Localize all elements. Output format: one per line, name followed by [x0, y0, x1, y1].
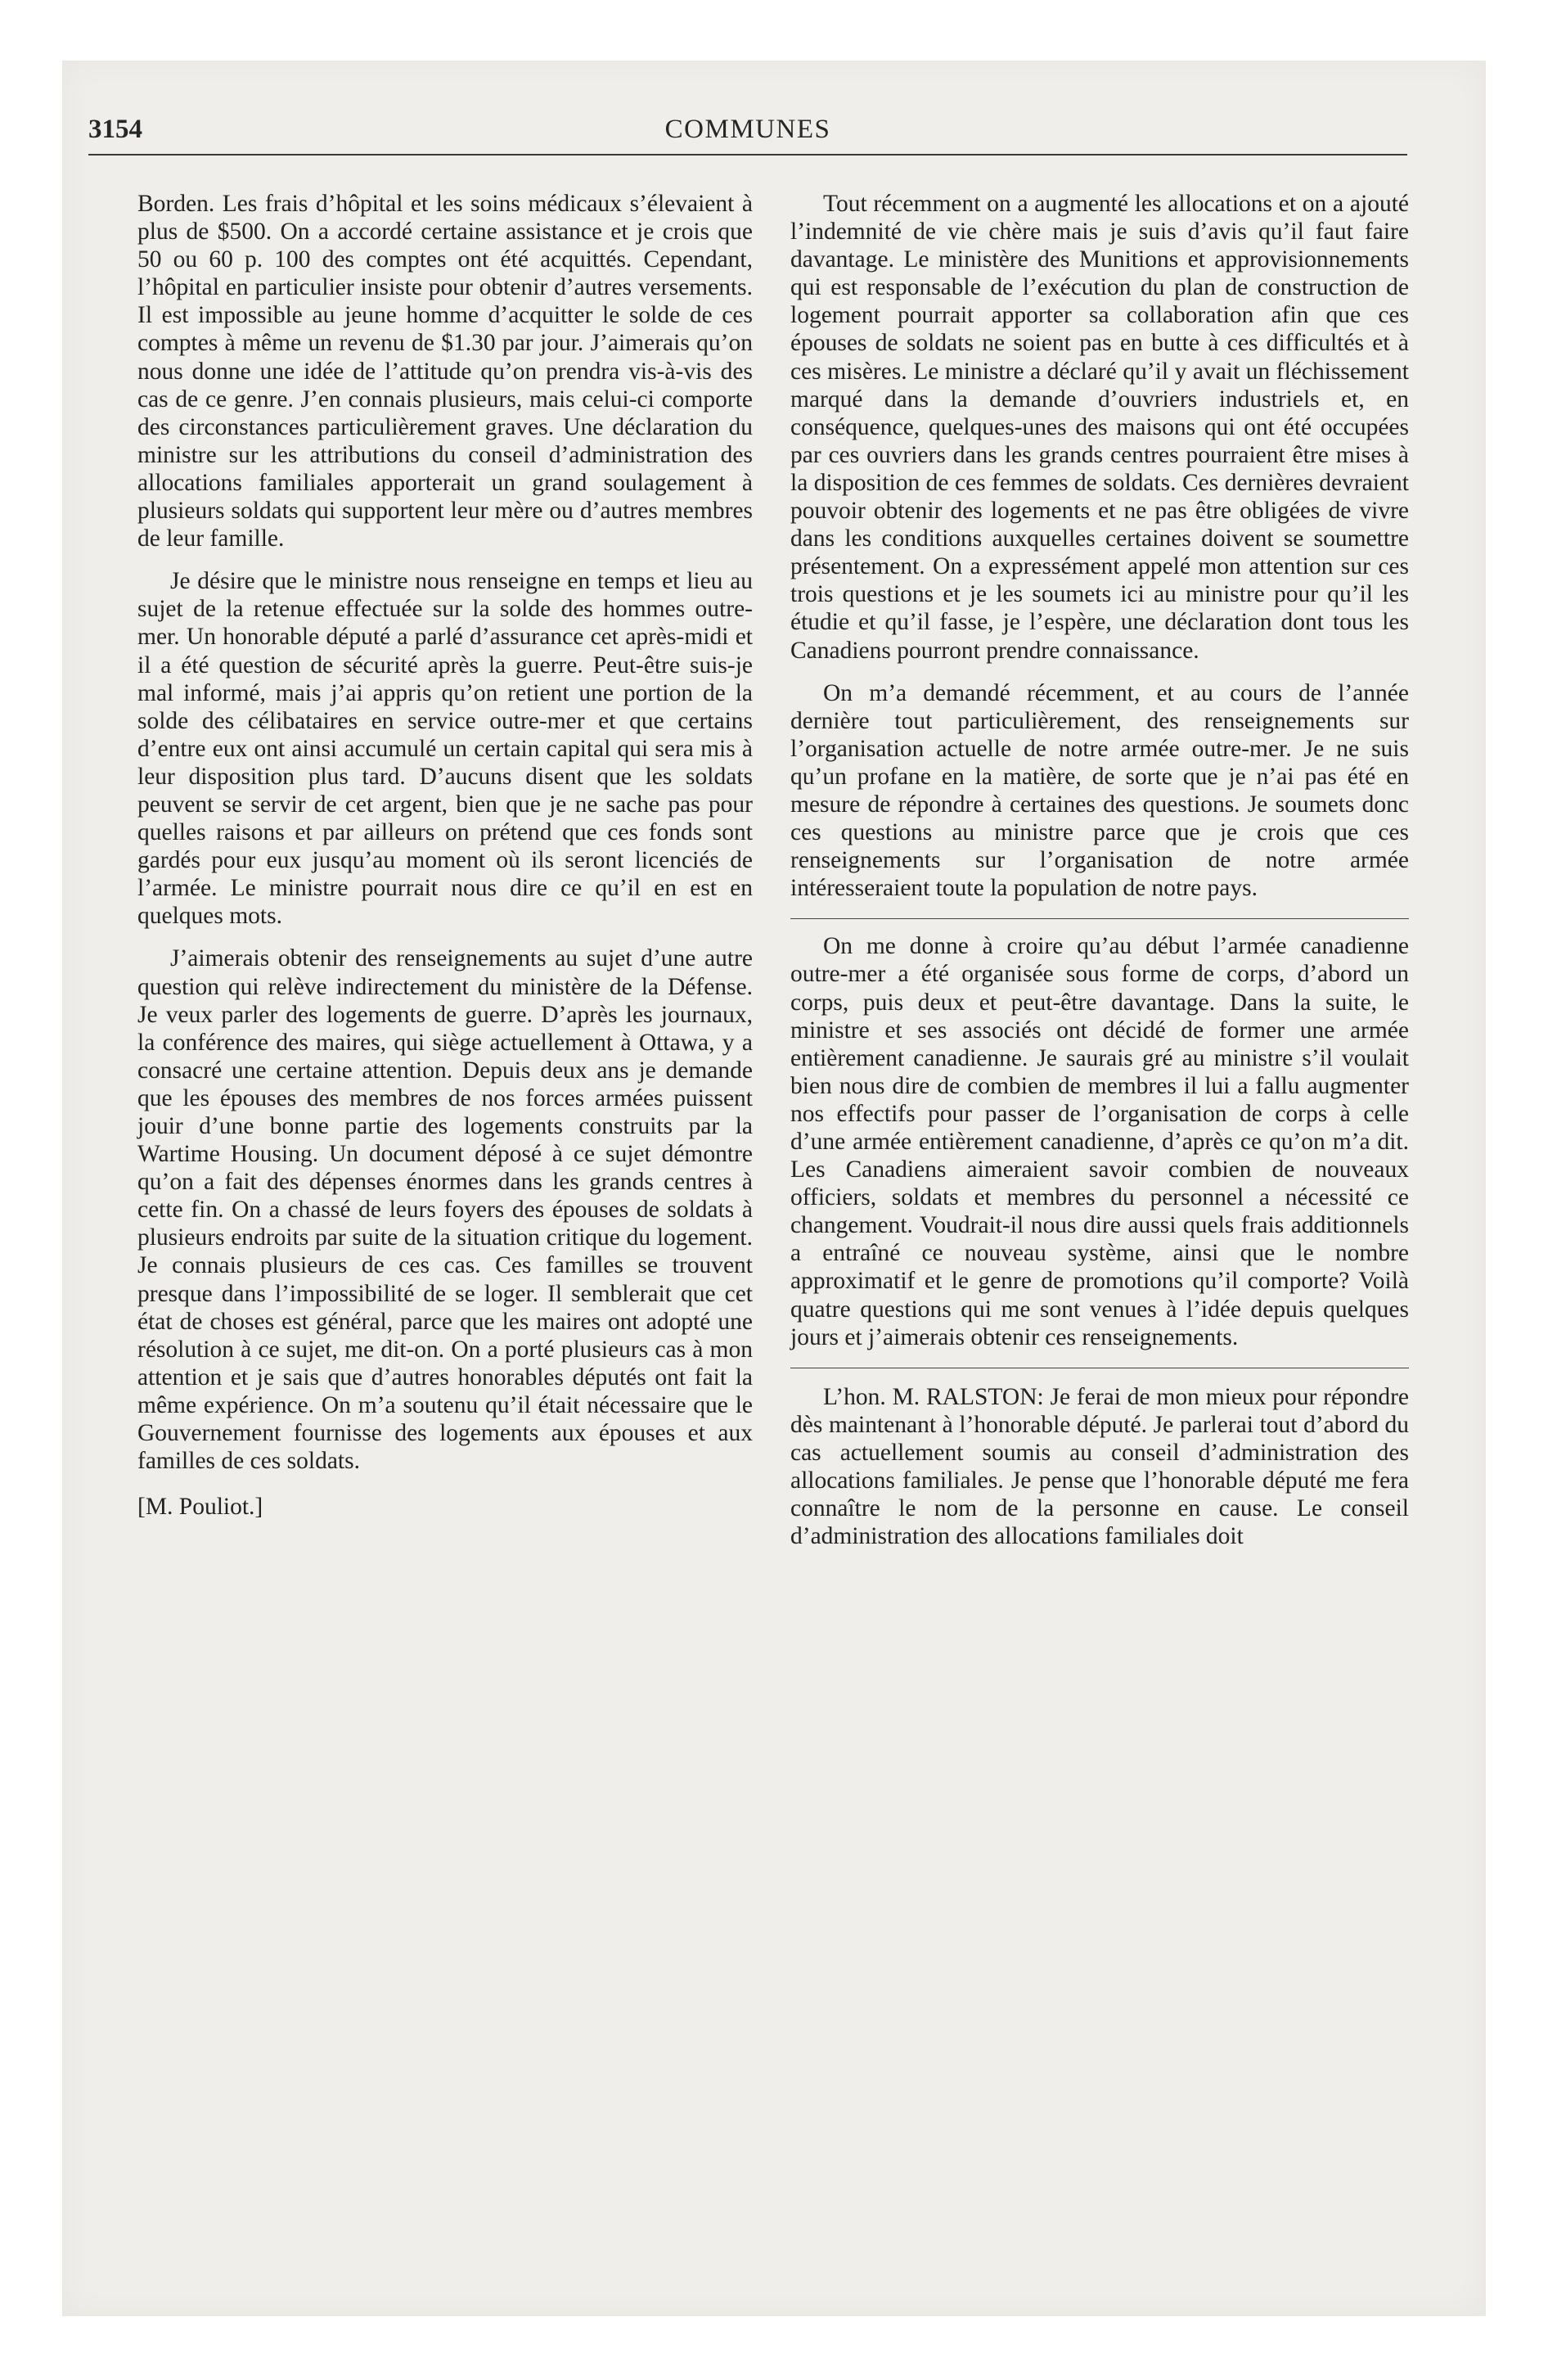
page-header — [88, 115, 1407, 156]
paragraph: Je désire que le ministre nous renseigne en temps et lieu au sujet de la retenue effectuée sur la solde des hommes outre-mer. Un honorable député a parlé d’assurance cet après-midi et il a été question de sécurité après la guerre. Peut-être suis-je mal informé, mais j’ai appris qu’on retient une portion de la solde des célibataires en service outre-mer et que certains d’entre eux ont ainsi accumulé un certain capital qui sera mis à leur disposition plus tard. D’aucuns disent que les soldats peuvent se servir de cet argent, bien que je ne sache pas pour quelles raisons et par ailleurs on prétend que ces fonds sont gardés pour eux jusqu’au moment où ils seront licenciés de l’armée. Le ministre pourrait nous dire ce qu’il en est en quelques mots. — [137, 568, 753, 930]
paragraph: Borden. Les frais d’hôpital et les soins médicaux s’élevaient à plus de $500. On a accordé certaine assistance et je crois que 50 ou 60 p. 100 des comptes ont été acquittés. Cependant, l’hôpital en particulier insiste pour obtenir d’autres versements. Il est impossible au jeune homme d’acquitter le solde de ces comptes à même un revenu de $1.30 par jour. J’aimerais qu’on nous donne une idée de l’attitude qu’on prendra vis-à-vis des cas de ce genre. J’en connais plusieurs, mais celui-ci comporte des circonstances particulièrement graves. Une déclaration du ministre sur les attributions du conseil d’administration des allocations familiales apporterait un grand soulagement à plusieurs soldats qui supportent leur mère ou d’autres membres de leur famille. — [137, 191, 753, 552]
header-rule — [88, 154, 1407, 156]
left-column — [137, 190, 753, 1521]
right-column — [790, 190, 1409, 1550]
paragraph: Tout récemment on a augmenté les allocations et on a ajouté l’indemnité de vie chère mais je suis d’avis qu’il faut faire davantage. Le ministère des Munitions et approvisionnements qui est responsable de l’exécution du plan de construction de logement pourrait apporter sa collaboration afin que ces épouses de soldats ne soient pas en butte à ces difficultés et à ces misères. Le ministre a déclaré qu’il y avait un fléchissement marqué dans la demande d’ouvriers industriels et, en conséquence, quelques-unes des maisons qui ont été occupées par ces ouvriers dans les grands centres pourraient être mises à la disposition de ces femmes de soldats. Ces dernières devraient pouvoir obtenir des logements et ne pas être obligées de vivre dans les conditions auxquelles certaines doivent se soumettre présentement. On a expressément appelé mon attention sur ces trois questions et je les soumets ici au ministre pour qu’il les étudie et qu’il fasse, je l’espère, une déclaration dont tous les Canadiens pourront prendre connaissance. — [790, 191, 1409, 664]
section-divider — [790, 918, 1409, 919]
paragraph: On m’a demandé récemment, et au cours de l’année dernière tout particulièrement, des renseignements sur l’organisation actuelle de notre armée outre-mer. Je ne suis qu’un profane en la matière, de sorte que je n’ai pas été en mesure de répondre à certaines des questions. Je soumets donc ces questions au ministre parce que je crois que ces renseignements sur l’organisation de notre armée intéresseraient toute la population de notre pays. — [790, 679, 1409, 902]
paragraph: J’aimerais obtenir des renseignements au sujet d’une autre question qui relève indirectement du ministère de la Défense. Je veux parler des logements de guerre. D’après les journaux, la conférence des maires, qui siège actuellement à Ottawa, y a consacré une certaine attention. Depuis deux ans je demande que les épouses des membres de nos forces armées puissent jouir d’une bonne partie des logements construits par la Wartime Housing. Un document déposé à ce sujet démontre qu’on a fait des dépenses énormes dans les grands centres à cette fin. On a chassé de leurs foyers des épouses de soldats à plusieurs endroits par suite de la situation critique du logement. Je connais plusieurs de ces cas. Ces familles se trouvent presque dans l’impossibilité de se loger. Il semblerait que cet état de choses est général, parce que les maires ont adopté une résolution à ce sujet, me dit-on. On a porté plusieurs cas à mon attention et je sais que d’autres honorables députés ont fait la même expérience. On m’a soutenu qu’il était nécessaire que le Gouvernement fournisse des logements aux épouses et aux familles de ces soldats. — [137, 945, 753, 1475]
running-title: COMMUNES — [664, 115, 831, 144]
paragraph: On me donne à croire qu’au début l’armée canadienne outre-mer a été organisée sous forme de corps, d’abord un corps, puis deux et peut-être davantage. Dans la suite, le ministre et ses associés ont décidé de former une armée entièrement canadienne. Je saurais gré au ministre s’il voulait bien nous dire de combien de membres il lui a fallu augmenter nos effectifs pour passer de l’organisation de corps à celle d’une armée entièrement canadienne, d’après ce qu’on m’a dit. Les Canadiens aimeraient savoir combien de nouveaux officiers, soldats et membres du personnel a nécessité ce changement. Voudrait-il nous dire aussi quels frais additionnels a entraîné ce nouveau système, ainsi que le nombre approximatif et le genre de promotions qu’il comporte? Voilà quatre questions qui me sont venues à l’idée depuis quelques jours et j’aimerais obtenir ces renseignements. — [790, 933, 1409, 1350]
page-number: 3154 — [88, 115, 142, 144]
speaker-signature: [M. Pouliot.] — [137, 1494, 263, 1521]
paragraph: L’hon. M. RALSTON: Je ferai de mon mieux pour répondre dès maintenant à l’honorable député. Je parlerai tout d’abord du cas actuellement soumis au conseil d’administration des allocations familiales. Je pense que l’honorable député me fera connaître le nom de la personne en cause. Le conseil d’administration des allocations familiales doit — [790, 1383, 1409, 1550]
